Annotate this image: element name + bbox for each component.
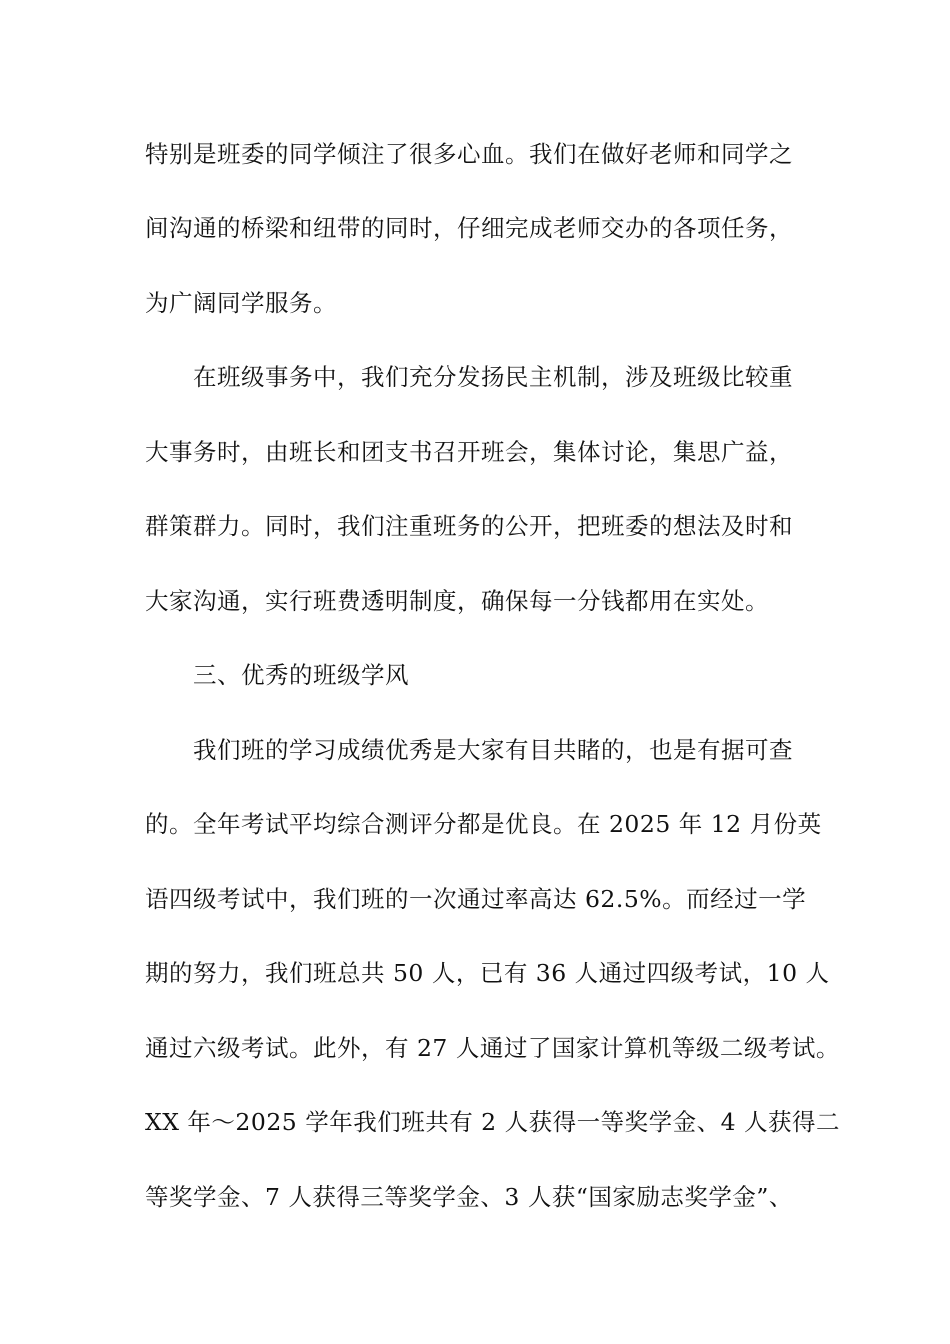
text-line: 大事务时，由班长和团支书召开班会，集体讨论，集思广益，: [145, 438, 793, 466]
text-line: 等奖学金、7 人获得三等奖学金、3 人获“国家励志奖学金”、: [145, 1183, 793, 1211]
text-line: 通过六级考试。此外，有 27 人通过了国家计算机等级二级考试。: [145, 1034, 840, 1062]
paragraph-first-line: 在班级事务中，我们充分发扬民主机制，涉及班级比较重: [193, 363, 793, 391]
text-line: 特别是班委的同学倾注了很多心血。我们在做好老师和同学之: [145, 140, 793, 168]
text-line: 群策群力。同时，我们注重班务的公开，把班委的想法及时和: [145, 512, 793, 540]
section-heading: 三、优秀的班级学风: [193, 661, 409, 689]
text-line: 语四级考试中，我们班的一次通过率高达 62.5%。而经过一学: [145, 885, 807, 913]
text-line: 期的努力，我们班总共 50 人，已有 36 人通过四级考试，10 人: [145, 959, 830, 987]
text-line: 的。全年考试平均综合测评分都是优良。在 2025 年 12 月份英: [145, 810, 822, 838]
text-line: XX 年～2025 学年我们班共有 2 人获得一等奖学金、4 人获得二: [145, 1108, 841, 1136]
text-line: 间沟通的桥梁和纽带的同时，仔细完成老师交办的各项任务，: [145, 214, 793, 242]
paragraph-first-line: 我们班的学习成绩优秀是大家有目共睹的，也是有据可查: [193, 736, 793, 764]
text-line: 为广阔同学服务。: [145, 289, 337, 317]
text-line: 大家沟通，实行班费透明制度，确保每一分钱都用在实处。: [145, 587, 769, 615]
